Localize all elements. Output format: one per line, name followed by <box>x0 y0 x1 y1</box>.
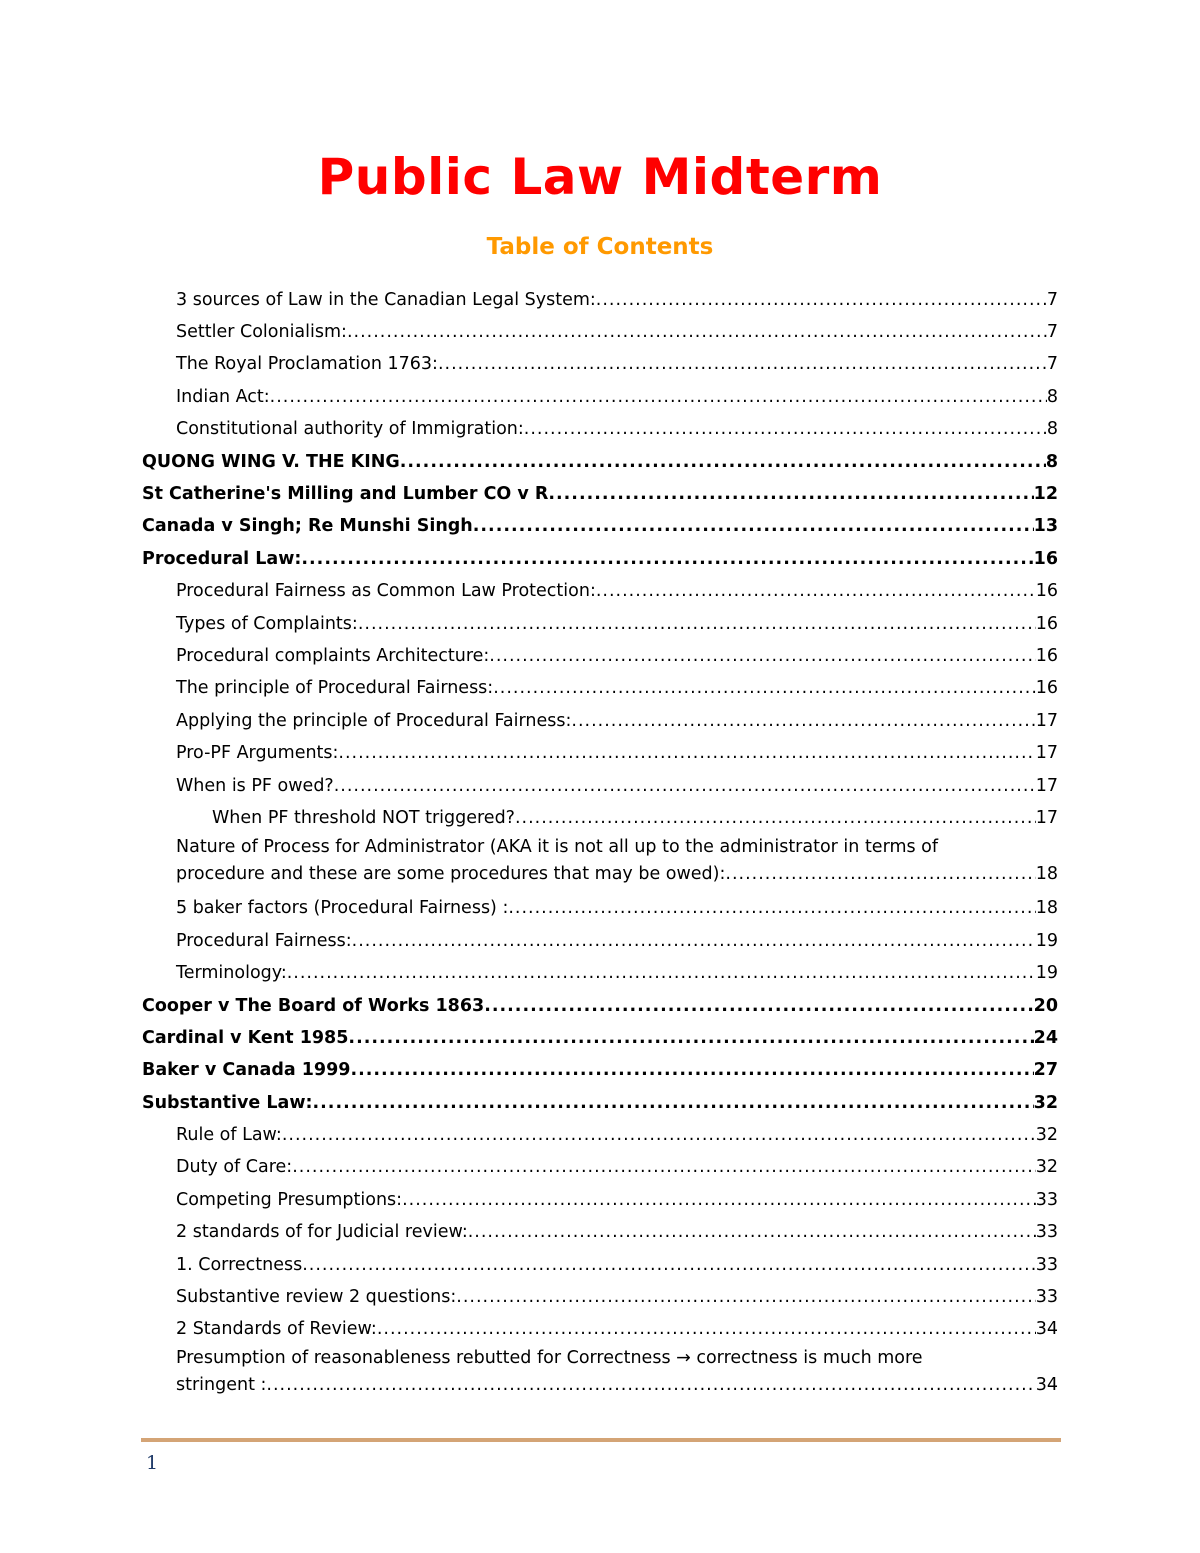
dot-leader <box>338 740 1035 767</box>
dot-leader <box>348 1025 1033 1052</box>
toc-entry-title: Canada v Singh; Re Munshi Singh <box>142 516 473 537</box>
dot-leader <box>596 578 1036 605</box>
toc-entry-title: Cardinal v Kent 1985 <box>142 1027 349 1048</box>
toc-entry-title: Constitutional authority of Immigration: <box>176 419 524 440</box>
toc-entry-title: Substantive Law: <box>142 1092 313 1113</box>
toc-entry[interactable] <box>142 1021 1058 1053</box>
toc-entry-title: Pro-PF Arguments: <box>176 743 339 764</box>
toc-entry-page: 34 <box>1035 1375 1058 1396</box>
toc-entry-page: 17 <box>1035 775 1058 796</box>
toc-entry-title: Procedural complaints Architecture: <box>176 645 490 666</box>
toc-entry-title: Baker v Canada 1999 <box>142 1060 351 1081</box>
dot-leader <box>456 1284 1035 1311</box>
table-of-contents <box>142 283 1058 1403</box>
toc-entry[interactable] <box>142 348 1058 380</box>
dot-leader <box>358 611 1036 638</box>
toc-entry-page: 8 <box>1046 386 1058 407</box>
toc-entry-page: 16 <box>1035 613 1058 634</box>
toc-entry[interactable] <box>142 1280 1058 1312</box>
toc-entry-title: QUONG WING V. THE KING <box>142 451 400 472</box>
dot-leader <box>301 546 1033 573</box>
dot-leader <box>508 895 1035 922</box>
toc-entry-page: 12 <box>1033 484 1058 505</box>
toc-entry-page: 24 <box>1033 1027 1058 1048</box>
toc-entry-title-continued: stringent : <box>176 1375 267 1396</box>
toc-entry[interactable] <box>142 1118 1058 1150</box>
toc-entry-title: Applying the principle of Procedural Fairness: <box>176 710 572 731</box>
toc-entry[interactable] <box>142 1086 1058 1118</box>
toc-entry-title: Substantive review 2 questions: <box>176 1287 457 1308</box>
toc-entry-page: 17 <box>1035 807 1058 828</box>
toc-entry-page: 19 <box>1035 963 1058 984</box>
dot-leader <box>571 708 1035 735</box>
dot-leader <box>377 1316 1036 1343</box>
dot-leader <box>484 993 1033 1020</box>
toc-entry[interactable] <box>142 315 1058 347</box>
toc-entry-title: When PF threshold NOT triggered? <box>212 807 515 828</box>
toc-entry[interactable] <box>142 607 1058 639</box>
toc-entry-page: 20 <box>1033 995 1058 1016</box>
dot-leader <box>596 287 1047 314</box>
toc-entry[interactable] <box>142 989 1058 1021</box>
toc-entry[interactable] <box>142 413 1058 445</box>
toc-entry-title: Procedural Fairness as Common Law Protection: <box>176 581 596 602</box>
toc-entry[interactable] <box>142 542 1058 574</box>
toc-entry-title: Presumption of reasonableness rebutted for Correctness → correctness is much more <box>176 1348 923 1369</box>
page-number: 1 <box>146 1452 159 1474</box>
toc-entry-title: 2 standards of for Judicial review: <box>176 1222 468 1243</box>
toc-entry-title: Terminology: <box>176 963 287 984</box>
dot-leader <box>292 1154 1036 1181</box>
toc-entry[interactable] <box>142 769 1058 801</box>
toc-entry-page: 27 <box>1033 1060 1058 1081</box>
toc-entry-title: The Royal Proclamation 1763: <box>176 354 438 375</box>
toc-entry[interactable] <box>142 1216 1058 1248</box>
toc-entry-page: 18 <box>1035 863 1058 884</box>
toc-entry[interactable] <box>142 956 1058 988</box>
toc-entry-page: 19 <box>1035 930 1058 951</box>
toc-entry-page: 16 <box>1033 548 1058 569</box>
dot-leader <box>473 513 1034 540</box>
dot-leader <box>468 1219 1036 1246</box>
toc-entry-title: St Catherine's Milling and Lumber CO v R <box>142 484 549 505</box>
dot-leader <box>350 1057 1033 1084</box>
toc-entry-title: Duty of Care: <box>176 1157 293 1178</box>
dot-leader <box>548 481 1033 508</box>
toc-entry-page: 7 <box>1046 322 1058 343</box>
toc-entry-title: 5 baker factors (Procedural Fairness) : <box>176 898 509 919</box>
toc-entry[interactable] <box>142 283 1058 315</box>
toc-entry[interactable] <box>142 672 1058 704</box>
dot-leader <box>352 928 1036 955</box>
toc-entry-page: 7 <box>1046 289 1058 310</box>
toc-entry[interactable] <box>142 736 1058 768</box>
toc-entry-title: Cooper v The Board of Works 1863 <box>142 995 485 1016</box>
dot-leader <box>402 1187 1036 1214</box>
dot-leader <box>302 1252 1035 1279</box>
toc-entry[interactable] <box>142 639 1058 671</box>
toc-entry-title: Procedural Fairness: <box>176 930 352 951</box>
dot-leader <box>266 1372 1035 1399</box>
dot-leader <box>725 861 1035 888</box>
toc-entry-title: 1. Correctness <box>176 1254 303 1275</box>
dot-leader <box>438 351 1047 378</box>
dot-leader <box>489 643 1035 670</box>
dot-leader <box>334 773 1036 800</box>
toc-entry-page: 33 <box>1035 1254 1058 1275</box>
dot-leader <box>287 960 1036 987</box>
toc-entry-page: 33 <box>1035 1222 1058 1243</box>
toc-entry-page: 33 <box>1035 1189 1058 1210</box>
toc-entry-title: Nature of Process for Administrator (AKA it is not all up to the administrator in terms of <box>176 836 939 857</box>
toc-entry-title: Settler Colonialism: <box>176 322 347 343</box>
toc-entry[interactable] <box>142 1313 1058 1345</box>
toc-entry[interactable] <box>142 1151 1058 1183</box>
page-title: Public Law Midterm <box>317 148 883 206</box>
toc-entry[interactable] <box>142 704 1058 736</box>
toc-entry[interactable] <box>142 575 1058 607</box>
footer-divider <box>141 1438 1061 1442</box>
dot-leader <box>270 384 1047 411</box>
toc-entry-page: 7 <box>1046 354 1058 375</box>
dot-leader <box>282 1122 1036 1149</box>
dot-leader <box>524 416 1047 443</box>
toc-entry[interactable] <box>142 1054 1058 1086</box>
toc-entry-title: Indian Act: <box>176 386 270 407</box>
toc-entry-page: 18 <box>1035 898 1058 919</box>
toc-entry-page: 32 <box>1035 1125 1058 1146</box>
toc-entry[interactable] <box>142 380 1058 412</box>
toc-entry-title: 3 sources of Law in the Canadian Legal System: <box>176 289 596 310</box>
toc-entry-page: 8 <box>1046 419 1058 440</box>
dot-leader <box>347 319 1047 346</box>
toc-entry[interactable] <box>142 924 1058 956</box>
toc-entry-title: Types of Complaints: <box>176 613 358 634</box>
dot-leader <box>313 1090 1034 1117</box>
toc-entry[interactable] <box>142 834 1058 892</box>
toc-entry[interactable] <box>142 801 1058 833</box>
toc-entry[interactable] <box>142 1345 1058 1403</box>
toc-entry[interactable] <box>142 1248 1058 1280</box>
toc-entry-page: 8 <box>1045 451 1058 472</box>
toc-entry-page: 17 <box>1035 743 1058 764</box>
toc-entry-page: 16 <box>1035 581 1058 602</box>
toc-entry-title: When is PF owed? <box>176 775 334 796</box>
toc-entry-title: 2 Standards of Review: <box>176 1319 377 1340</box>
toc-entry-page: 17 <box>1035 710 1058 731</box>
toc-entry-page: 16 <box>1035 645 1058 666</box>
toc-entry-page: 33 <box>1035 1287 1058 1308</box>
toc-entry-page: 34 <box>1035 1319 1058 1340</box>
toc-entry-title-continued: procedure and these are some procedures that may be owed): <box>176 863 726 884</box>
toc-heading: Table of Contents <box>486 234 714 260</box>
toc-entry-page: 32 <box>1033 1092 1058 1113</box>
toc-entry-page: 16 <box>1035 678 1058 699</box>
toc-entry[interactable] <box>142 510 1058 542</box>
toc-entry-page: 32 <box>1035 1157 1058 1178</box>
toc-entry[interactable] <box>142 892 1058 924</box>
toc-entry-title: Competing Presumptions: <box>176 1189 403 1210</box>
dot-leader <box>515 805 1036 832</box>
toc-entry[interactable] <box>142 445 1058 477</box>
toc-entry[interactable] <box>142 477 1058 509</box>
toc-entry-page: 13 <box>1033 516 1058 537</box>
toc-entry-title: Procedural Law: <box>142 548 302 569</box>
toc-entry-title: The principle of Procedural Fairness: <box>176 678 494 699</box>
toc-entry-title: Rule of Law: <box>176 1125 282 1146</box>
dot-leader <box>493 675 1036 702</box>
toc-entry[interactable] <box>142 1183 1058 1215</box>
dot-leader <box>400 449 1046 476</box>
